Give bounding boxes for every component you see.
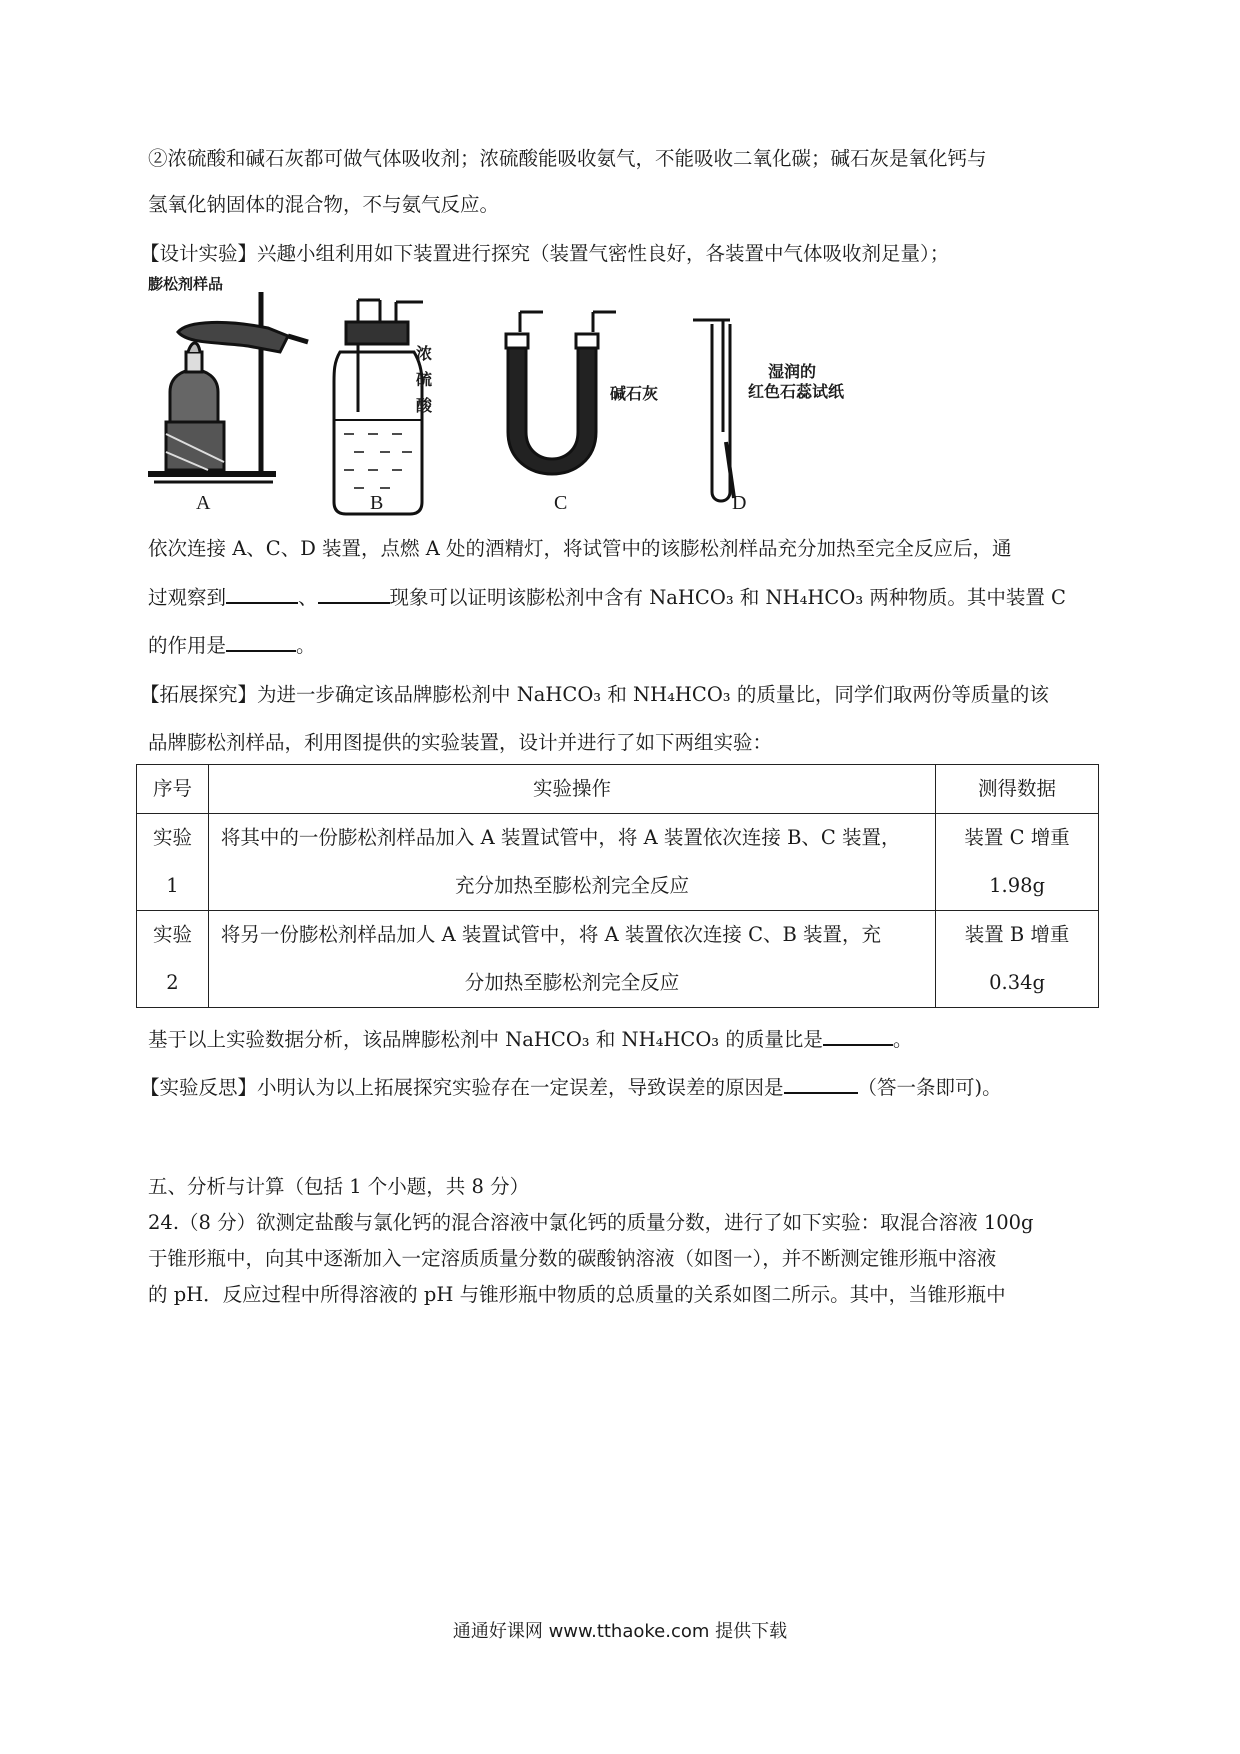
header-id: 序号 bbox=[137, 765, 209, 814]
row-2-id bbox=[137, 911, 209, 1008]
paragraph-6 bbox=[148, 630, 1098, 661]
table-row bbox=[137, 911, 1099, 1008]
apparatus-drawing bbox=[148, 292, 1108, 522]
apparatus-d-drawing bbox=[693, 320, 734, 501]
paragraph-6-start: 的作用是 bbox=[148, 634, 227, 657]
row-1-id-line-2: 1 bbox=[166, 874, 179, 897]
question-24-line-1: 24.（8 分）欲测定盐酸与氯化钙的混合溶液中氯化钙的质量分数，进行了如下实验：取混合溶液 100g bbox=[148, 1211, 1034, 1234]
paragraph-9 bbox=[148, 1024, 1098, 1055]
acid-label-3: 酸 bbox=[416, 396, 433, 415]
litmus-label-1: 湿润的 bbox=[768, 362, 817, 381]
row-2-operation bbox=[208, 911, 935, 1008]
apparatus-d-label: D bbox=[732, 492, 747, 514]
apparatus-b-drawing bbox=[334, 300, 423, 514]
answer-blank-4[interactable] bbox=[823, 1024, 893, 1046]
row-2-data bbox=[936, 911, 1099, 1008]
header-operation: 实验操作 bbox=[208, 765, 935, 814]
answer-blank-3[interactable] bbox=[226, 630, 296, 652]
row-1-id bbox=[137, 814, 209, 911]
paragraph-5-sep: 、 bbox=[298, 586, 318, 609]
reflection-end: （答一条即可)。 bbox=[857, 1076, 1002, 1099]
page-footer: 通通好课网 www.tthaoke.com 提供下载 bbox=[452, 1621, 788, 1642]
table-row bbox=[137, 814, 1099, 911]
row-1-id-line-1: 实验 bbox=[152, 826, 192, 849]
reflection-paragraph bbox=[140, 1072, 1110, 1103]
apparatus-c-drawing bbox=[506, 312, 616, 474]
table-header-row bbox=[137, 765, 1099, 814]
row-1-operation bbox=[208, 814, 935, 911]
paragraph-6-end: 。 bbox=[296, 634, 316, 657]
apparatus-a-label: A bbox=[196, 492, 211, 514]
answer-blank-5[interactable] bbox=[784, 1072, 858, 1094]
question-24-line-2: 于锥形瓶中，向其中逐渐加入一定溶质质量分数的碳酸钠溶液（如图一），并不断测定锥形瓶中溶液 bbox=[148, 1247, 997, 1270]
paragraph-4: 依次连接 A、C、D 装置，点燃 A 处的酒精灯，将试管中的该膨松剂样品充分加热至完全反应后，通 bbox=[148, 537, 1012, 560]
answer-blank-1[interactable] bbox=[226, 582, 298, 604]
design-experiment-heading: 【设计实验】兴趣小组利用如下装置进行探究（装置气密性良好，各装置中气体吸收剂足量）； bbox=[140, 242, 950, 265]
paragraph-5 bbox=[148, 582, 1098, 613]
paragraph-1: ②浓硫酸和碱石灰都可做气体吸收剂；浓硫酸能吸收氨气，不能吸收二氧化碳；碱石灰是氧化钙与 bbox=[148, 147, 987, 170]
paragraph-5-start: 过观察到 bbox=[148, 586, 227, 609]
row-1-data-line-1: 装置 C 增重 bbox=[964, 826, 1070, 849]
soda-lime-label: 碱石灰 bbox=[610, 384, 659, 403]
row-2-op-line-2: 分加热至膨松剂完全反应 bbox=[464, 971, 680, 994]
acid-label-1: 浓 bbox=[416, 344, 433, 363]
row-1-op-line-1: 将其中的一份膨松剂样品加入 A 装置试管中，将 A 装置依次连接 B、C 装置， bbox=[220, 826, 901, 849]
paragraph-9-start: 基于以上实验数据分析，该品牌膨松剂中 NaHCO₃ 和 NH₄HCO₃ 的质量比是 bbox=[148, 1028, 823, 1051]
apparatus-a-drawing bbox=[148, 292, 308, 482]
row-2-id-line-1: 实验 bbox=[152, 923, 192, 946]
row-1-data-line-2: 1.98g bbox=[989, 874, 1045, 897]
paragraph-5-end: 现象可以证明该膨松剂中含有 NaHCO₃ 和 NH₄HCO₃ 两种物质。其中装置 C bbox=[389, 586, 1066, 609]
reflection-start: 【实验反思】小明认为以上拓展探究实验存在一定误差，导致误差的原因是 bbox=[140, 1076, 784, 1099]
experiment-table bbox=[136, 764, 1099, 1008]
question-24-line-3: 的 pH．反应过程中所得溶液的 pH 与锥形瓶中物质的总质量的关系如图二所示。其中，当锥形瓶中 bbox=[148, 1283, 1006, 1306]
row-2-op-line-1: 将另一份膨松剂样品加人 A 装置试管中，将 A 装置依次连接 C、B 装置，充 bbox=[220, 923, 882, 946]
extended-inquiry-heading: 【拓展探究】为进一步确定该品牌膨松剂中 NaHCO₃ 和 NH₄HCO₃ 的质量比，同学们取两份等质量的该 bbox=[140, 683, 1049, 706]
litmus-label-2: 红色石蕊试纸 bbox=[748, 382, 845, 401]
apparatus-figure bbox=[148, 275, 1108, 522]
row-2-data-line-2: 0.34g bbox=[989, 971, 1045, 994]
apparatus-b-label: B bbox=[370, 492, 384, 514]
paragraph-9-end: 。 bbox=[892, 1028, 913, 1051]
row-2-id-line-2: 2 bbox=[166, 971, 179, 994]
acid-label-2: 硫 bbox=[416, 370, 433, 389]
row-1-data bbox=[936, 814, 1099, 911]
sample-label: 膨松剂样品 bbox=[148, 275, 224, 293]
answer-blank-2[interactable] bbox=[318, 582, 390, 604]
header-data: 测得数据 bbox=[936, 765, 1099, 814]
paragraph-8: 品牌膨松剂样品，利用图提供的实验装置，设计并进行了如下两组实验： bbox=[148, 731, 773, 754]
apparatus-c-label: C bbox=[554, 492, 568, 514]
section-heading: 五、分析与计算（包括 1 个小题，共 8 分） bbox=[148, 1175, 530, 1198]
row-1-op-line-2: 充分加热至膨松剂完全反应 bbox=[455, 874, 690, 897]
row-2-data-line-1: 装置 B 增重 bbox=[964, 923, 1070, 946]
paragraph-2: 氢氧化钠固体的混合物，不与氨气反应。 bbox=[148, 193, 500, 216]
